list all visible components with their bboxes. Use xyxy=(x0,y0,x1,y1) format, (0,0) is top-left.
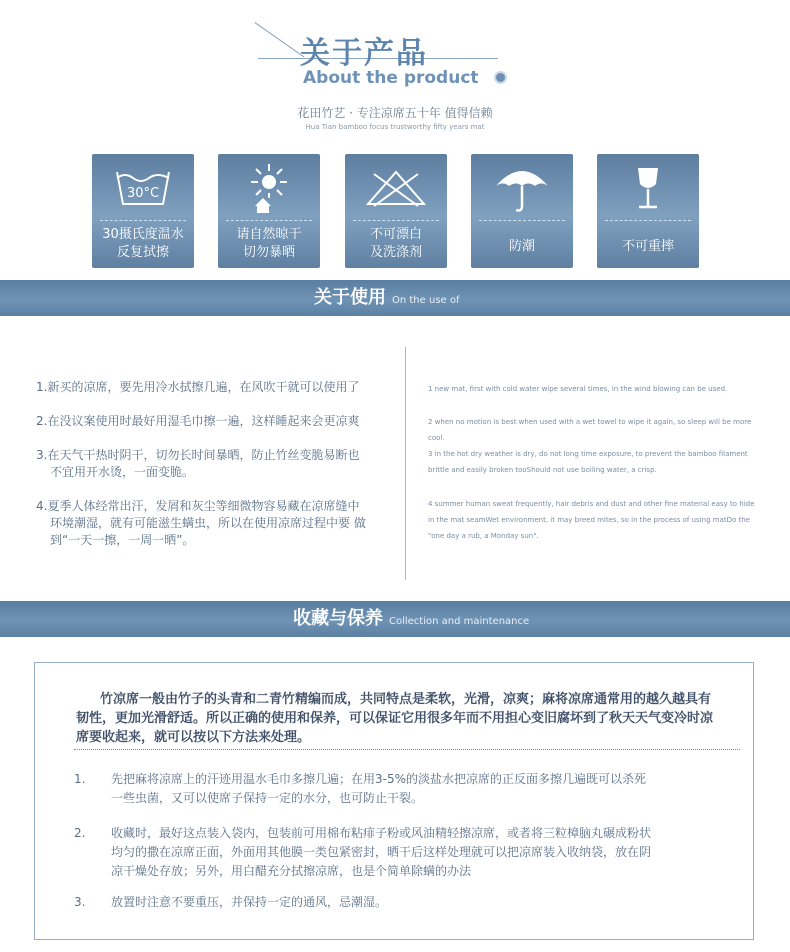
care-label: 防潮 xyxy=(508,239,535,254)
page-title: 关于产品 xyxy=(300,36,428,71)
section-title: 关于使用 On the use of xyxy=(314,287,460,308)
no-bleach-icon xyxy=(345,160,447,216)
care-label: 及洗涤剂 xyxy=(369,245,422,260)
brand-tagline: 花田竹艺 · 专注凉席五十年 值得信赖 xyxy=(297,106,493,120)
maintenance-item-text: 先把麻将凉席上的汗迹用温水毛巾多擦几遍；在用3-5%的淡盐水把凉席的正反面多擦几遍既可以杀死一些虫菌，又可以使席子保持一定的水分，也可防止干裂。 xyxy=(111,772,647,805)
header-decor-line xyxy=(254,22,304,57)
sun-dry-icon xyxy=(218,160,320,216)
care-card-wash xyxy=(92,154,194,268)
brand-tagline-en: Hua Tian bamboo focus trustworthy fifty years mat xyxy=(305,123,485,131)
section-bar-usage xyxy=(0,280,790,316)
care-label: 切勿暴晒 xyxy=(242,245,295,260)
care-label: 30摄氏度温水 xyxy=(102,227,184,242)
umbrella-icon xyxy=(471,160,573,216)
care-card-bleach xyxy=(345,154,447,268)
maintenance-item-text: 收藏时，最好这点装入袋内，包装前可用棉布粘痱子粉或风油精轻擦凉席，或者将三粒樟脑丸碾成粉状均匀的撒在凉席正面，外面用其他膜一类包紧密封，晒干后这样处理就可以把凉席装入收纳袋，放在阴凉干燥处存放；另外，用白醋充分拭擦凉席，也是个简单除螨的办法 xyxy=(111,826,652,878)
usage-item-en: 3 in the hot dry weather is dry, do not long time exposure, to prevent the bamboo filament brittle and easily broken tooShould not use boiling water, a crisp. xyxy=(428,450,748,474)
fragile-glass-icon xyxy=(597,160,699,216)
maintenance-intro: 竹凉席一般由竹子的头青和二青竹精编而成，共同特点是柔软，光滑，凉爽；麻将凉席通常用的越久越具有韧性，更加光滑舒适。所以正确的使用和保养，可以保证它用很多年而不用担心变旧腐坏到了秋天天气变冷时凉席要收起来，就可以按以下方法来处理。 xyxy=(76,692,714,745)
care-label: 请自然晾干 xyxy=(236,227,302,242)
section-title: 收藏与保养 Collection and maintenance xyxy=(293,608,530,629)
care-card-moisture xyxy=(471,154,573,268)
care-card-dry xyxy=(218,154,320,268)
svg-text:30°C: 30°C xyxy=(126,186,160,201)
page-subtitle: About the product xyxy=(303,68,479,88)
care-label: 反复拭擦 xyxy=(116,245,169,260)
maintenance-item-text: 放置时注意不要重压，并保持一定的通风，忌潮湿。 xyxy=(111,895,388,909)
decor-dot xyxy=(494,71,507,84)
column-divider xyxy=(405,347,406,580)
usage-item-zh: 3.在天气干热时阴干，切勿长时间暴晒，防止竹丝变脆易断也 不宜用开水烫，一面变脆。 xyxy=(36,448,360,479)
usage-item-zh: 1.新买的凉席，要先用冷水拭擦几遍，在风吹干就可以使用了 xyxy=(36,380,360,394)
care-label: 不可漂白 xyxy=(369,227,422,242)
usage-item-zh: 4.夏季人体经常出汗，发屑和灰尘等细微物容易藏在凉席缝中 环境潮湿，就有可能滋生螨虫，所以在使用凉席过程中要 做到“一天一擦，一周一晒”。 xyxy=(36,499,366,547)
usage-item-en: 1 new mat, first with cold water wipe several times, in the wind blowing can be used. xyxy=(428,385,728,393)
dotted-divider xyxy=(74,749,740,750)
maintenance-item-number: 2. xyxy=(74,826,86,840)
usage-item-en: 4 summer human sweat frequently, hair debris and dust and other fine material easy to hide in the mat seamWet environment, it may breed mites, so in the process of using matDo the "one day a rub, a Monday sun". xyxy=(428,500,755,540)
care-label: 不可重摔 xyxy=(621,239,674,254)
maintenance-item-number: 1. xyxy=(74,772,86,786)
maintenance-item-number: 3. xyxy=(74,895,86,909)
care-card-fragile xyxy=(597,154,699,268)
section-bar-maintenance xyxy=(0,601,790,637)
usage-item-en: 2 when no motion is best when used with a wet towel to wipe it again, so sleep will be more cool. xyxy=(428,418,752,442)
usage-item-zh: 2.在没议案使用时最好用湿毛巾擦一遍，这样睡起来会更凉爽 xyxy=(36,414,360,428)
wash-30c-icon xyxy=(92,160,194,216)
